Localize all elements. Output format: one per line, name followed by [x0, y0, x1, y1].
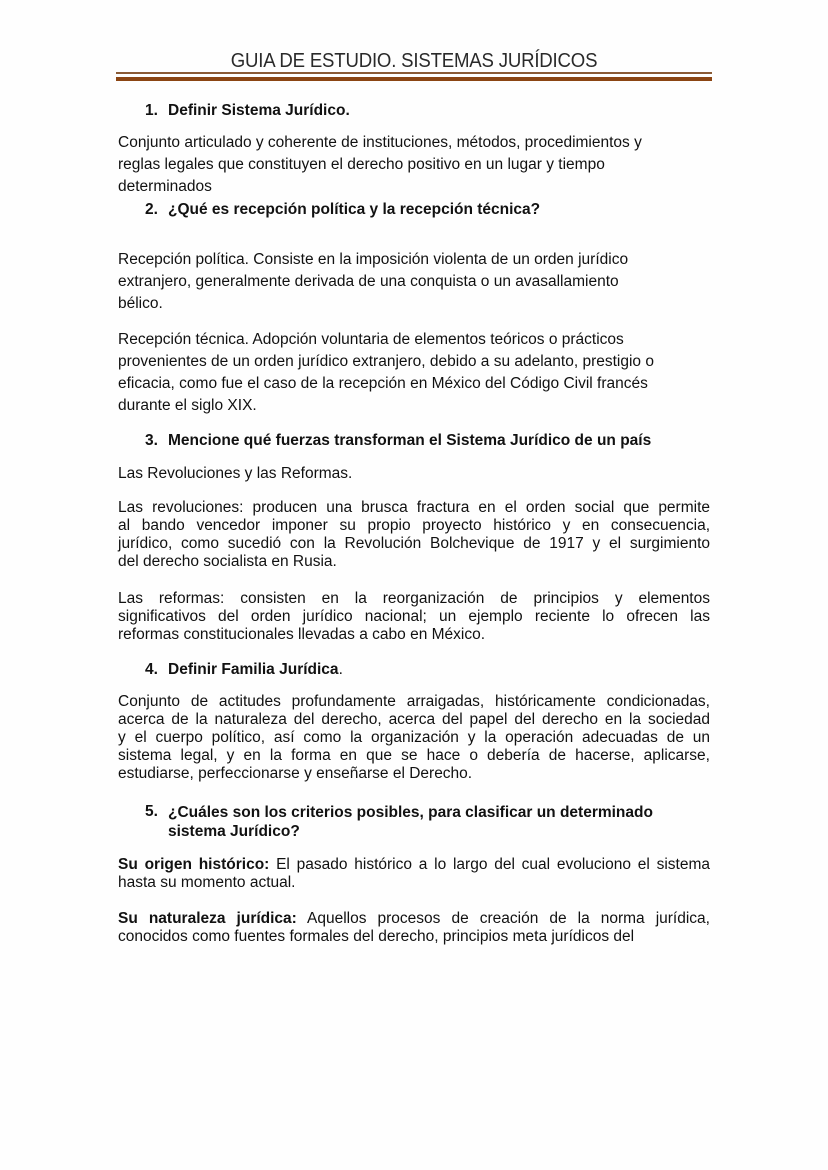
text-line: Recepción técnica. Adopción voluntaria de elementos teóricos o prácticos — [118, 331, 624, 348]
text-line: determinados — [118, 178, 212, 195]
criterion-label: Su naturaleza jurídica: — [118, 910, 297, 927]
text-line: reglas legales que constituyen el derecho positivo en un lugar y tiempo — [118, 156, 605, 173]
section-1-paragraph — [118, 132, 710, 198]
section-title: Definir Familia Jurídica — [168, 661, 339, 678]
header-rule-thin — [116, 72, 712, 74]
criterion-label: Su origen histórico: — [118, 856, 270, 873]
section-number: 2. — [145, 201, 158, 218]
text-line: acerca de la naturaleza del derecho, acerca del papel del derecho en la sociedad — [118, 711, 710, 728]
text-line: Recepción política. Consiste en la imposición violenta de un orden jurídico — [118, 251, 629, 268]
section-3-paragraph-reforms — [118, 590, 710, 644]
text-line: Conjunto articulado y coherente de instituciones, métodos, procedimientos y — [118, 134, 642, 151]
text-line: eficacia, como fue el caso de la recepción en México del Código Civil francés — [118, 375, 648, 392]
section-number: 3. — [145, 432, 158, 449]
section-number: 1. — [145, 102, 158, 119]
section-3-paragraph-summary — [118, 465, 710, 483]
text-line: reformas constitucionales llevadas a cabo en México. — [118, 626, 486, 643]
section-2-paragraph-political — [118, 249, 710, 315]
section-3-paragraph-revolutions — [118, 499, 710, 571]
text-line: y el cuerpo político, así como la organización y la operación adecuadas de un — [118, 729, 710, 746]
section-title: Mencione qué fuerzas transforman el Sistema Jurídico de un país — [168, 432, 652, 449]
text-line: Las revoluciones: producen una brusca fractura en el orden social que permite — [118, 499, 710, 516]
text-line: hasta su momento actual. — [118, 874, 296, 891]
text-line: sistema legal, y en la forma en que se hace o debería de hacerse, aplicarse, — [118, 747, 710, 764]
criterion-text: Aquellos procesos de creación de la norma jurídica, — [296, 910, 710, 927]
text-line: conocidos como fuentes formales del derecho, principios meta jurídicos del — [118, 928, 635, 945]
text-line: provenientes de un orden jurídico extranjero, debido a su adelanto, prestigio o — [118, 353, 654, 370]
section-title: ¿Cuáles son los criterios posibles, para clasificar un determinado sistema Jurídico? — [168, 804, 653, 840]
text-line: jurídico, como sucedió con la Revolución Bolchevique de 1917 y el surgimiento — [118, 535, 710, 552]
text-line: extranjero, generalmente derivada de una conquista o un avasallamiento — [118, 273, 619, 290]
page-header-title: GUIA DE ESTUDIO. SISTEMAS JURÍDICOS — [230, 50, 598, 72]
text-line — [118, 856, 710, 874]
section-title: Definir Sistema Jurídico. — [168, 102, 350, 119]
text-line: Conjunto de actitudes profundamente arraigadas, históricamente condicionadas, — [118, 693, 710, 710]
criterion-text: El pasado histórico a lo largo del cual evoluciono el sistema — [269, 856, 710, 873]
section-title: ¿Qué es recepción política y la recepción técnica? — [168, 201, 541, 218]
text-line: Las reformas: consisten en la reorganización de principios y elementos — [118, 590, 710, 607]
text-line: al bando vencedor imponer su propio proyecto histórico y en consecuencia, — [118, 517, 710, 534]
section-number: 5. — [145, 803, 158, 820]
text-line: durante el siglo XIX. — [118, 397, 257, 414]
text-line: del derecho socialista en Rusia. — [118, 553, 337, 570]
text-line: estudiarse, perfeccionarse y enseñarse el Derecho. — [118, 765, 473, 782]
section-number: 4. — [145, 661, 158, 678]
text-line: bélico. — [118, 295, 163, 312]
header-rule-thick — [116, 77, 712, 81]
section-4-paragraph — [118, 693, 710, 783]
text-line: significativos del orden jurídico nacional; un ejemplo reciente lo ofrecen las — [118, 608, 710, 625]
section-5-paragraph-origin — [118, 856, 710, 892]
section-title-wrapper — [168, 661, 343, 679]
section-2-paragraph-technical — [118, 329, 710, 417]
text-line: Las Revoluciones y las Reformas. — [118, 465, 353, 482]
text-line — [118, 910, 710, 928]
section-title-suffix: . — [338, 661, 343, 678]
section-5-paragraph-nature — [118, 910, 710, 946]
